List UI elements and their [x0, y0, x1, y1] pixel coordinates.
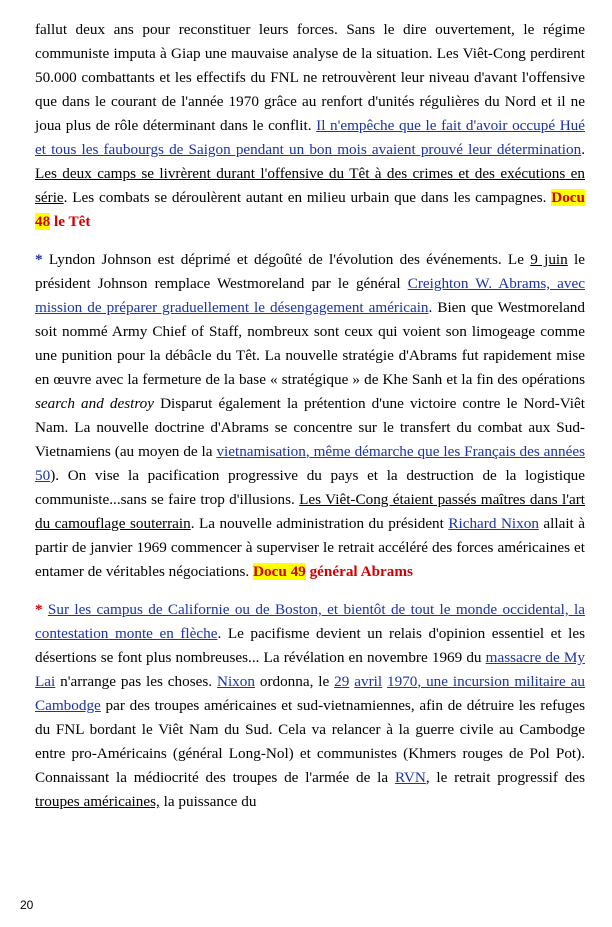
italic-search-destroy: search and destroy: [35, 395, 155, 412]
underlined-text: Les Viêt-Cong étaient passés maîtres dans l'art du camouflage souterrain: [35, 491, 586, 532]
paragraph-text: la puissance du: [159, 793, 257, 810]
paragraph-text: n'arrange pas les choses.: [55, 673, 217, 690]
paragraph-text: , le retrait progressif des: [425, 769, 585, 786]
paragraph-text: . Bien que Westmoreland soit nommé Army Chief of Staff, nombreux sont ceux qui voient son limogeage comme une punition pour la débâcle du Têt. La nouvelle stratégie d'Abrams fut rapidement mise en œuvre avec la fermeture de la base « stratégique » de Khe Sanh et la fin des opérations: [35, 299, 585, 388]
link-rvn[interactable]: RVN: [394, 769, 426, 786]
docu-49-badge: Docu 49: [253, 563, 306, 580]
page-number: 20: [20, 898, 34, 912]
bullet-star: *: [35, 251, 43, 268]
link-demarche-francais[interactable]: , même démarche que les Français des années 50: [35, 443, 585, 484]
paragraph-text: Lyndon Johnson est déprimé et dégoûté de l'évolution des événements. Le: [42, 251, 531, 268]
paragraph-text: fallut deux ans pour reconstituer leurs forces. Sans le dire ouvertement, le régime communiste imputa à Giap une mauvaise analyse de la situation. Les Viêt-Cong perdirent 50.000 combattants et les effectifs du FNL ne retrouvèrent leur niveau d'avant l'offensive que dans le courant de l'année 1970 grâce au renfort d'unités régulières du Nord et il ne joua plus de rôle déterminant dans le conflit.: [35, 21, 585, 134]
link-nixon[interactable]: Nixon: [216, 673, 255, 690]
docu-49-title: général Abrams: [305, 563, 413, 580]
document-page: [35, 18, 585, 828]
paragraph-text: . Les combats se déroulèrent autant en milieu urbain que dans les campagnes.: [63, 189, 552, 206]
link-incursion-cambodge[interactable]: , une incursion militaire au Cambodge: [35, 673, 586, 714]
paragraph-text: ). On vise la pacification progressive du pays et la destruction de la logistique communiste...sans se faire trop d'illusions.: [35, 467, 585, 508]
paragraph-text: le président Johnson remplace Westmoreland par le général: [35, 251, 585, 292]
paragraph-contestation: [35, 598, 585, 814]
underlined-text: Les deux camps se livrèrent durant l'offensive du Têt à des crimes et des exécutions en série: [35, 165, 585, 206]
link-my-lai[interactable]: massacre de My Lai: [35, 649, 585, 690]
paragraph-text: par des troupes américaines et sud-vietnamiennes, afin de détruire les refuges du FNL bordant le Viêt Nam du Sud. Cela va relancer à la guerre civile au Cambodge entre pro-Américains (général Long-Nol) et communistes (Khmers rouges de Pol Pot). Connaissant la médiocrité des troupes de l'armée de la: [35, 697, 585, 786]
link-richard-nixon[interactable]: Richard Nixon: [448, 515, 539, 532]
paragraph-text: allait à partir de janvier 1969 commencer à superviser le retrait accéléré des forces américaines et entamer de véritables négociations.: [35, 515, 585, 580]
underlined-text: troupes américaines,: [35, 793, 160, 810]
link-1970[interactable]: 1970: [387, 673, 418, 690]
link-vietnamisation[interactable]: vietnamisation: [216, 443, 306, 460]
docu-48-title: le Têt: [50, 213, 91, 230]
paragraph-text: ordonna, le: [254, 673, 335, 690]
paragraph-text: .: [581, 141, 585, 158]
paragraph-johnson-abrams: [35, 248, 585, 584]
paragraph-text: . La nouvelle administration du président: [190, 515, 449, 532]
link-date-29[interactable]: 29: [334, 673, 350, 690]
paragraph-tet-offensive: [35, 18, 585, 234]
bullet-star: *: [35, 601, 43, 618]
date-9-juin: 9 juin: [530, 251, 568, 268]
link-creighton-abrams[interactable]: Creighton W. Abrams, avec mission de préparer graduellement le désengagement américain: [35, 275, 585, 316]
link-avril[interactable]: avril: [354, 673, 383, 690]
paragraph-text: . Le pacifisme devient un relais d'opinion essentiel et les désertions se font plus nombreuses... La révélation en novembre 1969 du: [35, 625, 586, 666]
paragraph-text: Disparut également la prétention d'une victoire contre le Nord-Viêt Nam. La nouvelle doctrine d'Abrams se concentre sur le transfert du combat aux Sud-Vietnamiens (au moyen de la: [35, 395, 585, 460]
docu-48-badge: Docu 48: [35, 189, 585, 230]
link-hue-saigon[interactable]: Il n'empêche que le fait d'avoir occupé Hué et tous les faubourgs de Saigon pendant un bon mois avaient prouvé leur détermination: [35, 117, 586, 158]
link-campus-contestation[interactable]: Sur les campus de Californie ou de Boston, et bientôt de tout le monde occidental, la contestation monte en flèche: [35, 601, 585, 642]
